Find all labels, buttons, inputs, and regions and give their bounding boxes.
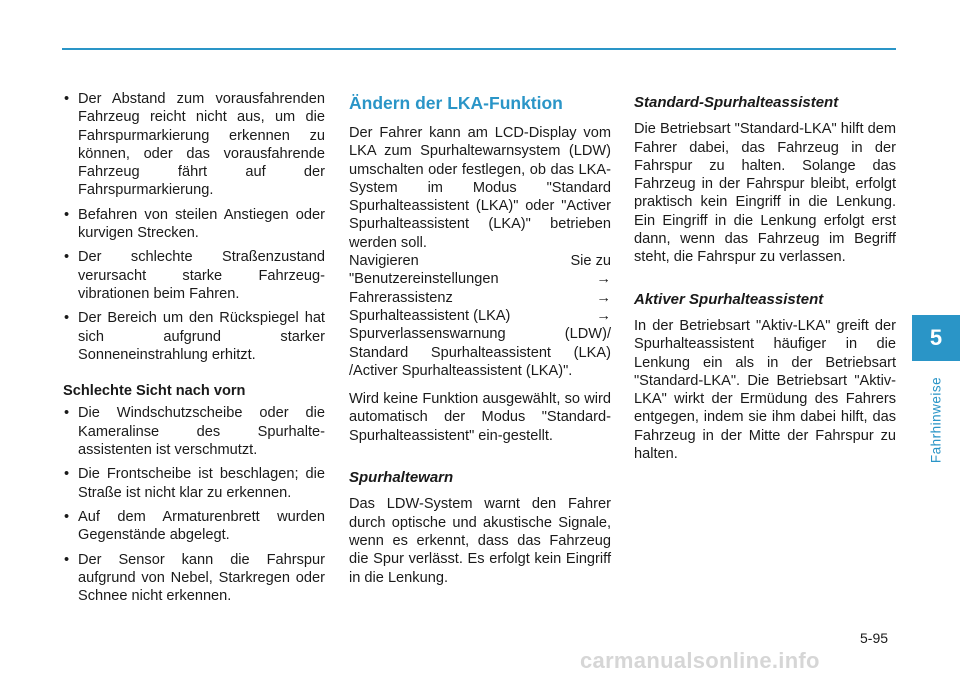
nav-path-line — [349, 307, 611, 325]
nav-text: Fahrerassistenz — [349, 289, 453, 306]
list-item: • Befahren von steilen Anstiegen oder kurvigen Strecken. — [63, 206, 325, 243]
list-item: • Die Windschutzscheibe oder die Kameralinse des Spurhalte-assistenten ist verschmutzt. — [63, 404, 325, 459]
list-item: • Die Frontscheibe ist beschlagen; die Straße ist nicht klar zu erkennen. — [63, 465, 325, 502]
standard-lka-paragraph: Die Betriebsart "Standard-LKA" hilft dem Fahrer dabei, das Fahrzeug in der Fahrspur zu halten. Solange das Fahrzeug in der Fahrspur bleibt, erfolgt praktisch kein Eingriff in die Lenkung. Ein Eingriff in die Lenkung erfolgt erst dann, wenn das Fahrzeug im Begriff steht, die Fahrspur zu verlassen. — [634, 121, 896, 266]
watermark-text: carmanualsonline.info — [580, 648, 820, 673]
nav-text: Sie zu — [570, 253, 611, 270]
section-heading: Ändern der LKA-Funktion — [349, 93, 563, 113]
nav-text: Spurhalteassistent (LKA) — [349, 307, 511, 324]
nav-path-line — [349, 289, 611, 307]
standard-lka-heading: Standard-Spurhalteassistent — [634, 94, 839, 111]
poor-visibility-heading: Schlechte Sicht nach vorn — [63, 383, 246, 400]
lka-change-paragraph — [349, 124, 611, 380]
nav-path-line — [349, 270, 611, 288]
arrow-icon: → — [596, 307, 611, 324]
arrow-icon: → — [596, 289, 611, 306]
list-item: • Auf dem Armaturenbrett wurden Gegenstände abgelegt. — [63, 508, 325, 545]
nav-text: Navigieren — [349, 253, 419, 270]
list-item: • Der Abstand zum vorausfahrenden Fahrzeug reicht nicht aus, um die Fahrspurmarkierung erkennen zu können, oder das vorausfahrende Fahrzeug fährt auf der Fahrspurmarkierung. — [63, 90, 325, 200]
arrow-icon: → — [596, 271, 611, 288]
chapter-label: Fahrhinweise — [928, 376, 944, 464]
column-left — [63, 90, 325, 611]
visibility-list — [63, 404, 325, 605]
paragraph-text: Der Fahrer kann am LCD-Display vom LKA zum Spurhaltewarnsystem (LDW) umschalten oder festlegen, ob das LKA-System im Modus "Standard Spurhalteassistent (LKA)" oder "Activer Spurhalteassistent (LKA)" betrieben werden soll. — [349, 125, 611, 251]
chapter-tab: 5 — [912, 315, 960, 361]
nav-path-line — [349, 252, 611, 270]
conditions-list — [63, 90, 325, 364]
paragraph-text: Spurverlassenswarnung (LDW)/ Standard Spurhalteassistent (LKA) /Activer Spurhalteassistent (LKA)". — [349, 326, 611, 379]
column-right — [634, 90, 896, 473]
list-item: • Der Bereich um den Rückspiegel hat sich aufgrund starker Sonneneinstrahlung erhitzt. — [63, 309, 325, 364]
active-lka-heading: Aktiver Spurhalteassistent — [634, 290, 824, 308]
ldw-heading: Spurhaltewarn — [349, 469, 454, 487]
ldw-paragraph: Das LDW-System warnt den Fahrer durch optische und akustische Signale, wenn es erkennt, dass das Fahrzeug die Spur verlässt. Es erfolgt kein Eingriff in die Lenkung. — [349, 496, 611, 586]
default-mode-paragraph: Wird keine Funktion ausgewählt, so wird automatisch der Modus "Standard-Spurhalteassistent" ein-gestellt. — [349, 391, 611, 444]
active-lka-paragraph: In der Betriebsart "Aktiv-LKA" greift der Spurhalteassistent häufiger in die Lenkung ein als in der Betriebsart "Standard-LKA". Die Betriebsart "Aktiv-LKA" wirkt der Ermüdung des Fahrers entgegen, indem sie ihm dabei hilft, das Fahrzeug in der Mitte der Fahrspur zu halten. — [634, 317, 896, 463]
list-item: • Der schlechte Straßenzustand verursacht starke Fahrzeug-vibrationen beim Fahren. — [63, 248, 325, 303]
page-number: 5-95 — [860, 630, 889, 646]
nav-text: "Benutzereinstellungen — [349, 271, 499, 288]
list-item: • Der Sensor kann die Fahrspur aufgrund von Nebel, Starkregen oder Schnee nicht erkennen. — [63, 551, 325, 606]
header-rule — [62, 48, 896, 50]
column-middle — [349, 90, 611, 597]
